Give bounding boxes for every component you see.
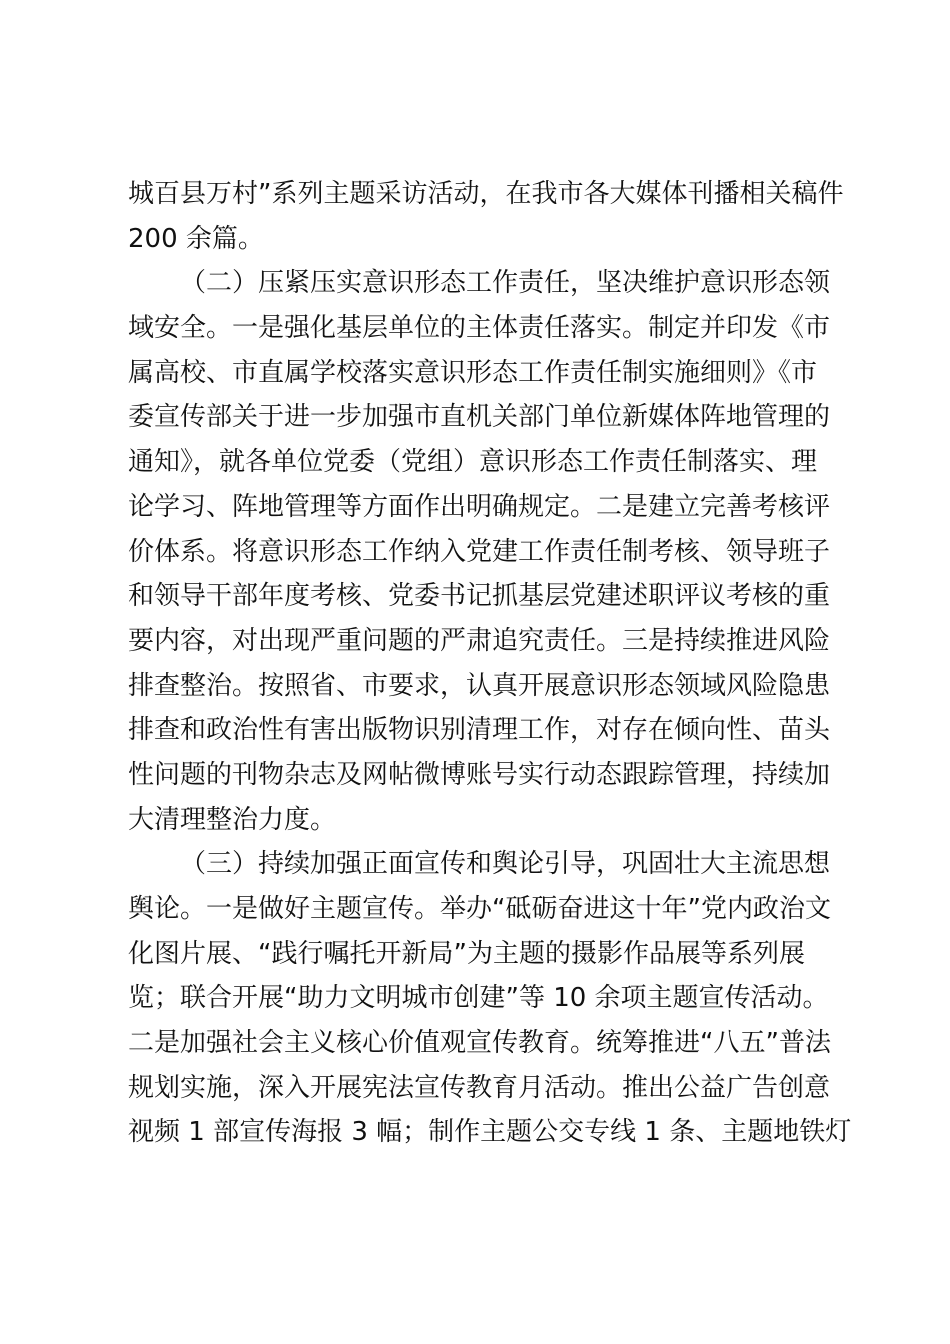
text-line: 论学习、阵地管理等方面作出明确规定。二是建立完善考核评 xyxy=(128,491,831,522)
section-heading-line: （三）持续加强正面宣传和舆论引导，巩固壮大主流思想 xyxy=(180,849,831,880)
text-line: 化图片展、“践行嘱托开新局”为主题的摄影作品展等系列展 xyxy=(128,938,805,969)
text-line: 委宣传部关于进一步加强市直机关部门单位新媒体阵地管理的 xyxy=(128,402,831,433)
text-line: 二是加强社会主义核心价值观宣传教育。统筹推进“八五”普法 xyxy=(128,1028,831,1059)
text-line: 舆论。一是做好主题宣传。举办“砥砺奋进这十年”党内政治文 xyxy=(128,894,831,924)
text-line: 性问题的刊物杂志及网帖微博账号实行动态跟踪管理，持续加 xyxy=(128,759,831,790)
text-line: 价体系。将意识形态工作纳入党建工作责任制考核、领导班子 xyxy=(128,536,831,567)
section-heading-line: （二）压紧压实意识形态工作责任，坚决维护意识形态领 xyxy=(180,268,831,299)
text-line: 属高校、市直属学校落实意识形态工作责任制实施细则》《市 xyxy=(128,357,818,388)
text-line: 城百县万村”系列主题采访活动，在我市各大媒体刊播相关稿件 xyxy=(128,179,844,209)
text-line: 要内容，对出现严重问题的严肃追究责任。三是持续推进风险 xyxy=(128,625,831,656)
text-line: 视频 1 部宣传海报 3 幅；制作主题公交专线 1 条、主题地铁灯 xyxy=(128,1117,852,1148)
text-line: 200 余篇。 xyxy=(128,223,264,254)
text-line: 览；联合开展“助力文明城市创建”等 10 余项主题宣传活动。 xyxy=(128,983,829,1014)
body-text xyxy=(128,172,852,1155)
text-line: 大清理整治力度。 xyxy=(128,804,337,835)
text-line: 域安全。一是强化基层单位的主体责任落实。制定并印发《市 xyxy=(128,313,831,344)
text-line: 通知》，就各单位党委（党组）意识形态工作责任制落实、理 xyxy=(128,447,818,478)
text-line: 排查整治。按照省、市要求，认真开展意识形态领域风险隐患 xyxy=(128,670,831,701)
text-line: 规划实施，深入开展宪法宣传教育月活动。推出公益广告创意 xyxy=(128,1072,831,1103)
text-line: 和领导干部年度考核、党委书记抓基层党建述职评议考核的重 xyxy=(128,581,831,612)
text-line: 排查和政治性有害出版物识别清理工作，对存在倾向性、苗头 xyxy=(128,715,831,746)
